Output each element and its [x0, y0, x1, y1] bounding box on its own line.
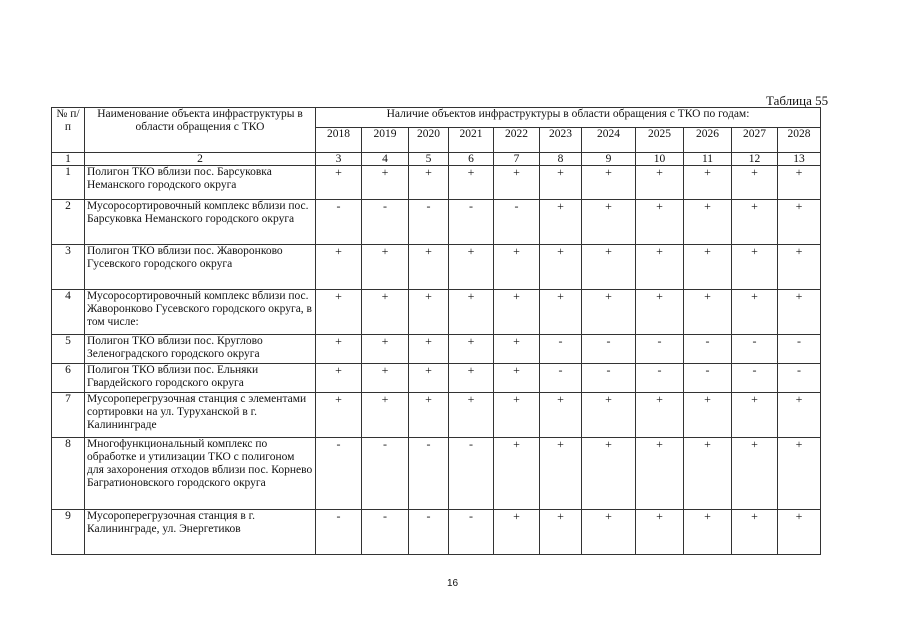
availability-mark: + [582, 166, 636, 200]
header-year: 2020 [409, 128, 449, 153]
availability-mark: + [636, 393, 684, 438]
column-number: 2 [85, 153, 316, 166]
availability-mark: - [778, 364, 821, 393]
availability-mark: - [409, 510, 449, 555]
header-year: 2022 [494, 128, 540, 153]
column-number: 10 [636, 153, 684, 166]
availability-mark: - [316, 438, 362, 510]
availability-mark: + [540, 438, 582, 510]
availability-mark: + [494, 290, 540, 335]
availability-mark: + [732, 245, 778, 290]
header-year: 2024 [582, 128, 636, 153]
object-name: Полигон ТКО вблизи пос. Ельняки Гвардейского городского округа [85, 364, 316, 393]
availability-mark: - [778, 335, 821, 364]
header-years-group: Наличие объектов инфраструктуры в области обращения с ТКО по годам: [316, 108, 821, 128]
column-number: 9 [582, 153, 636, 166]
availability-mark: - [409, 438, 449, 510]
availability-mark: + [362, 364, 409, 393]
availability-mark: - [494, 200, 540, 245]
table-caption: Таблица 55 [766, 93, 829, 108]
availability-mark: + [684, 510, 732, 555]
availability-mark: + [582, 438, 636, 510]
table-row [52, 510, 821, 555]
table-row [52, 393, 821, 438]
row-number: 8 [52, 438, 85, 510]
header-year: 2026 [684, 128, 732, 153]
availability-mark: + [636, 166, 684, 200]
row-number: 6 [52, 364, 85, 393]
availability-mark: + [778, 200, 821, 245]
availability-mark: + [636, 200, 684, 245]
availability-mark: + [316, 166, 362, 200]
header-year: 2028 [778, 128, 821, 153]
availability-mark: + [449, 245, 494, 290]
row-number: 9 [52, 510, 85, 555]
header-year: 2019 [362, 128, 409, 153]
availability-mark: + [494, 393, 540, 438]
header-year: 2027 [732, 128, 778, 153]
row-number: 1 [52, 166, 85, 200]
availability-mark: - [732, 364, 778, 393]
availability-mark: + [636, 438, 684, 510]
availability-mark: + [582, 290, 636, 335]
availability-mark: + [409, 364, 449, 393]
column-number: 5 [409, 153, 449, 166]
row-number: 7 [52, 393, 85, 438]
availability-mark: - [362, 438, 409, 510]
availability-mark: + [778, 438, 821, 510]
availability-mark: + [732, 438, 778, 510]
availability-mark: + [732, 393, 778, 438]
column-number: 1 [52, 153, 85, 166]
availability-mark: - [540, 335, 582, 364]
availability-mark: - [362, 200, 409, 245]
availability-mark: + [732, 290, 778, 335]
header-year: 2025 [636, 128, 684, 153]
availability-mark: + [582, 393, 636, 438]
availability-mark: + [409, 245, 449, 290]
column-number: 8 [540, 153, 582, 166]
object-name: Полигон ТКО вблизи пос. Жаворонково Гусевского городского округа [85, 245, 316, 290]
availability-mark: + [316, 335, 362, 364]
table-row [52, 364, 821, 393]
availability-mark: + [494, 166, 540, 200]
table-row [52, 290, 821, 335]
column-number: 12 [732, 153, 778, 166]
availability-mark: + [540, 510, 582, 555]
object-name: Полигон ТКО вблизи пос. Барсуковка Неманского городского округа [85, 166, 316, 200]
availability-mark: + [778, 510, 821, 555]
availability-mark: + [540, 393, 582, 438]
availability-mark: + [540, 166, 582, 200]
availability-mark: + [540, 245, 582, 290]
availability-mark: + [494, 335, 540, 364]
availability-mark: + [449, 364, 494, 393]
object-name: Многофункциональный комплекс по обработке и утилизации ТКО с полигоном для захоронения отходов вблизи пос. Корнево Багратионовского городского округа [85, 438, 316, 510]
availability-mark: + [409, 393, 449, 438]
infrastructure-table [51, 107, 821, 555]
availability-mark: - [449, 200, 494, 245]
availability-mark: - [636, 364, 684, 393]
availability-mark: + [494, 438, 540, 510]
availability-mark: + [582, 200, 636, 245]
column-number: 7 [494, 153, 540, 166]
availability-mark: + [636, 510, 684, 555]
row-number: 5 [52, 335, 85, 364]
availability-mark: + [582, 510, 636, 555]
header-year: 2023 [540, 128, 582, 153]
availability-mark: + [684, 200, 732, 245]
availability-mark: + [582, 245, 636, 290]
availability-mark: - [732, 335, 778, 364]
object-name: Мусороперегрузочная станция в г. Калининграде, ул. Энергетиков [85, 510, 316, 555]
availability-mark: + [684, 290, 732, 335]
availability-mark: + [362, 393, 409, 438]
availability-mark: - [316, 510, 362, 555]
availability-mark: + [778, 290, 821, 335]
availability-mark: + [362, 166, 409, 200]
availability-mark: - [449, 510, 494, 555]
availability-mark: + [316, 364, 362, 393]
column-number: 11 [684, 153, 732, 166]
availability-mark: + [362, 335, 409, 364]
availability-mark: + [362, 290, 409, 335]
table-row [52, 438, 821, 510]
header-num: № п/п [52, 108, 85, 153]
availability-mark: + [449, 393, 494, 438]
availability-mark: + [540, 290, 582, 335]
object-name: Мусороперегрузочная станция с элементами сортировки на ул. Туруханской в г. Калининграде [85, 393, 316, 438]
availability-mark: + [449, 290, 494, 335]
availability-mark: - [636, 335, 684, 364]
availability-mark: - [582, 364, 636, 393]
availability-mark: + [684, 438, 732, 510]
page-number: 16 [446, 578, 459, 589]
availability-mark: + [316, 245, 362, 290]
availability-mark: + [362, 245, 409, 290]
availability-mark: + [636, 245, 684, 290]
object-name: Мусоросортировочный комплекс вблизи пос. Жаворонково Гусевского городского округа, в том числе: [85, 290, 316, 335]
table-row [52, 200, 821, 245]
header-name: Наименование объекта инфраструктуры в области обращения с ТКО [85, 108, 316, 153]
availability-mark: + [449, 166, 494, 200]
availability-mark: + [732, 200, 778, 245]
availability-mark: - [362, 510, 409, 555]
availability-mark: + [778, 393, 821, 438]
column-number: 13 [778, 153, 821, 166]
availability-mark: + [732, 510, 778, 555]
availability-mark: + [684, 245, 732, 290]
availability-mark: + [409, 166, 449, 200]
availability-mark: + [636, 290, 684, 335]
availability-mark: + [494, 245, 540, 290]
availability-mark: - [449, 438, 494, 510]
availability-mark: + [409, 335, 449, 364]
availability-mark: + [494, 510, 540, 555]
availability-mark: - [684, 364, 732, 393]
availability-mark: + [684, 166, 732, 200]
availability-mark: + [409, 290, 449, 335]
row-number: 2 [52, 200, 85, 245]
availability-mark: + [316, 393, 362, 438]
table-row [52, 335, 821, 364]
availability-mark: + [316, 290, 362, 335]
column-number: 4 [362, 153, 409, 166]
header-year: 2021 [449, 128, 494, 153]
availability-mark: + [732, 166, 778, 200]
availability-mark: + [494, 364, 540, 393]
object-name: Мусоросортировочный комплекс вблизи пос. Барсуковка Неманского городского округа [85, 200, 316, 245]
availability-mark: + [449, 335, 494, 364]
availability-mark: + [778, 245, 821, 290]
column-number: 6 [449, 153, 494, 166]
availability-mark: + [778, 166, 821, 200]
header-year: 2018 [316, 128, 362, 153]
table-row [52, 245, 821, 290]
column-number: 3 [316, 153, 362, 166]
availability-mark: - [582, 335, 636, 364]
availability-mark: - [409, 200, 449, 245]
availability-mark: + [684, 393, 732, 438]
object-name: Полигон ТКО вблизи пос. Круглово Зеленоградского городского округа [85, 335, 316, 364]
table-row [52, 166, 821, 200]
availability-mark: - [684, 335, 732, 364]
availability-mark: - [540, 364, 582, 393]
row-number: 3 [52, 245, 85, 290]
availability-mark: - [316, 200, 362, 245]
row-number: 4 [52, 290, 85, 335]
availability-mark: + [540, 200, 582, 245]
